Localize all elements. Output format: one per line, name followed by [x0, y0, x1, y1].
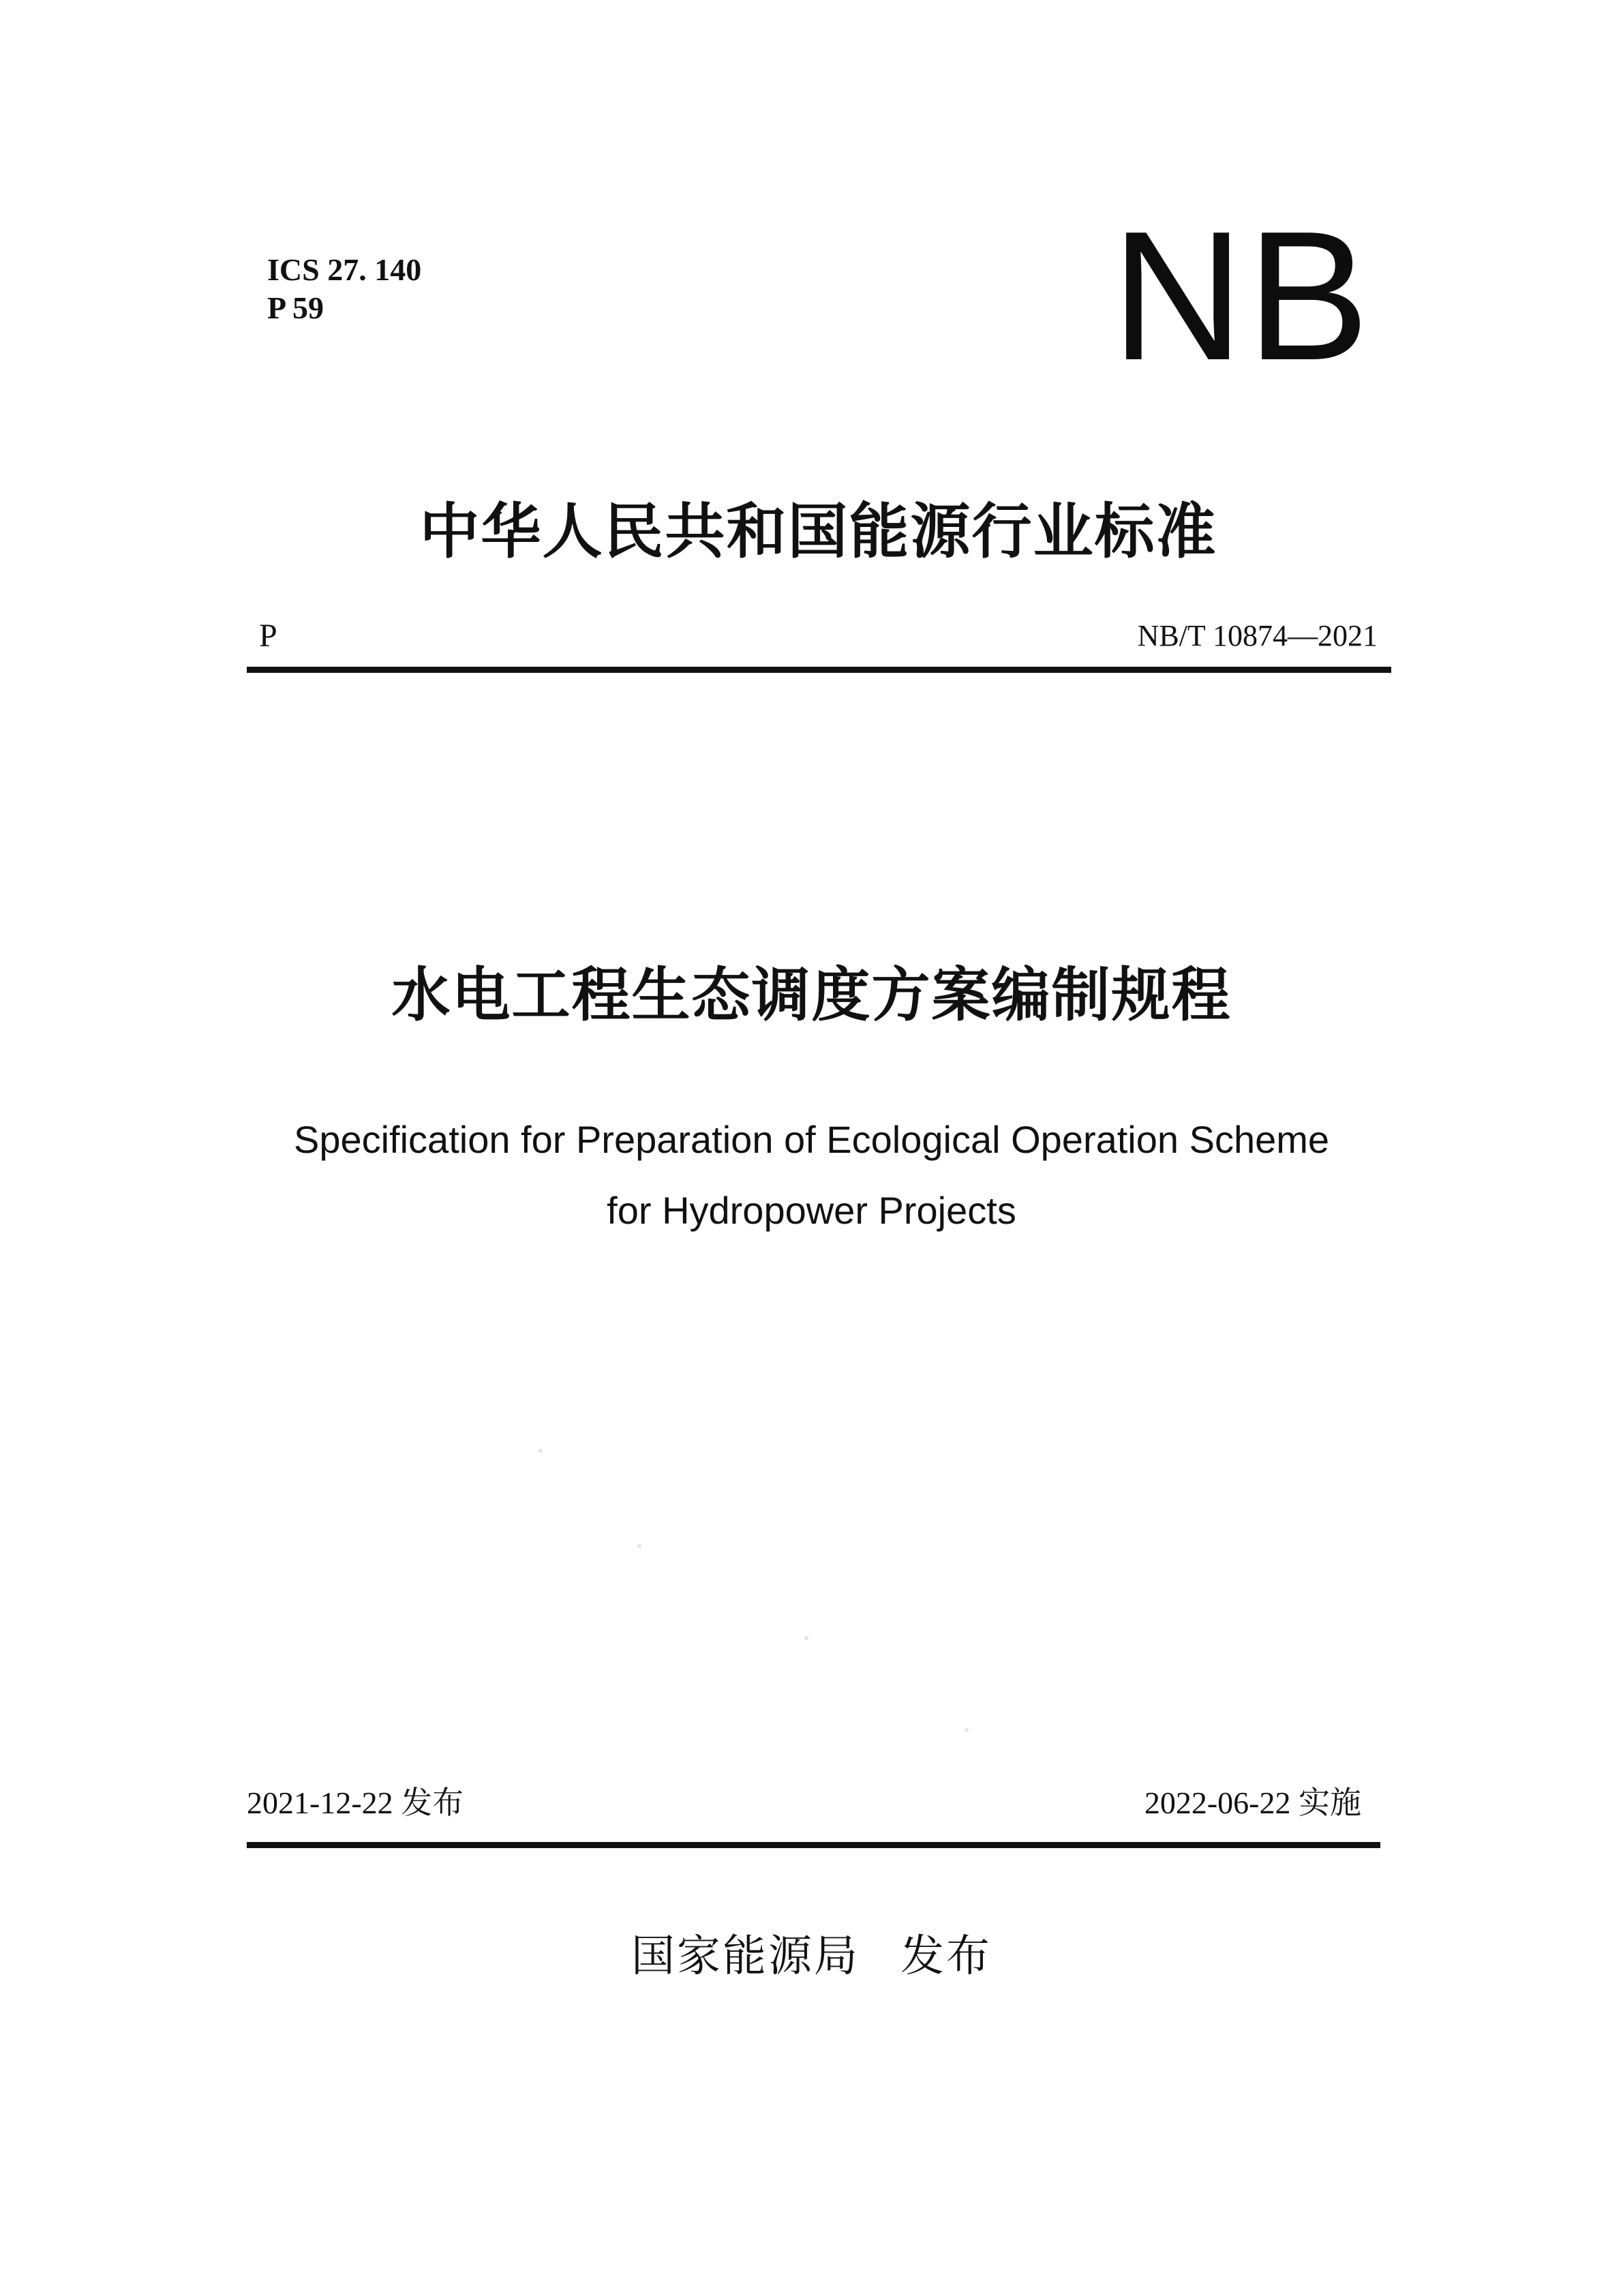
document-title-chinese: 水电工程生态调度方案编制规程 — [391, 961, 1232, 1029]
classification-code: P 59 — [267, 290, 324, 325]
scan-speck — [965, 1728, 969, 1732]
nb-logo: NB — [1111, 194, 1373, 399]
bottom-divider — [247, 1842, 1380, 1848]
title-en-line-1: Specification for Preparation of Ecological Operation Scheme — [293, 1118, 1330, 1161]
top-divider — [247, 667, 1391, 673]
title-en-line-2: for Hydropower Projects — [607, 1189, 1016, 1232]
ics-code: ICS 27. 140 — [267, 252, 422, 287]
publisher-name: 国家能源局 — [631, 1931, 860, 1982]
publisher-action: 发布 — [900, 1931, 992, 1982]
standard-number: NB/T 10874—2021 — [1137, 619, 1378, 652]
category-code: P — [259, 618, 277, 654]
issue-date: 2021-12-22 发布 — [247, 1785, 464, 1820]
implementation-date: 2022-06-22 实施 — [1144, 1785, 1361, 1820]
scan-speck — [539, 1449, 543, 1453]
publisher-line — [0, 1926, 1623, 1987]
scan-speck — [804, 1636, 808, 1640]
standard-category-title: 中华人民共和国能源行业标准 — [419, 496, 1217, 567]
scan-speck — [637, 1544, 641, 1548]
ics-classification — [267, 251, 421, 327]
document-title-english — [0, 1104, 1623, 1246]
